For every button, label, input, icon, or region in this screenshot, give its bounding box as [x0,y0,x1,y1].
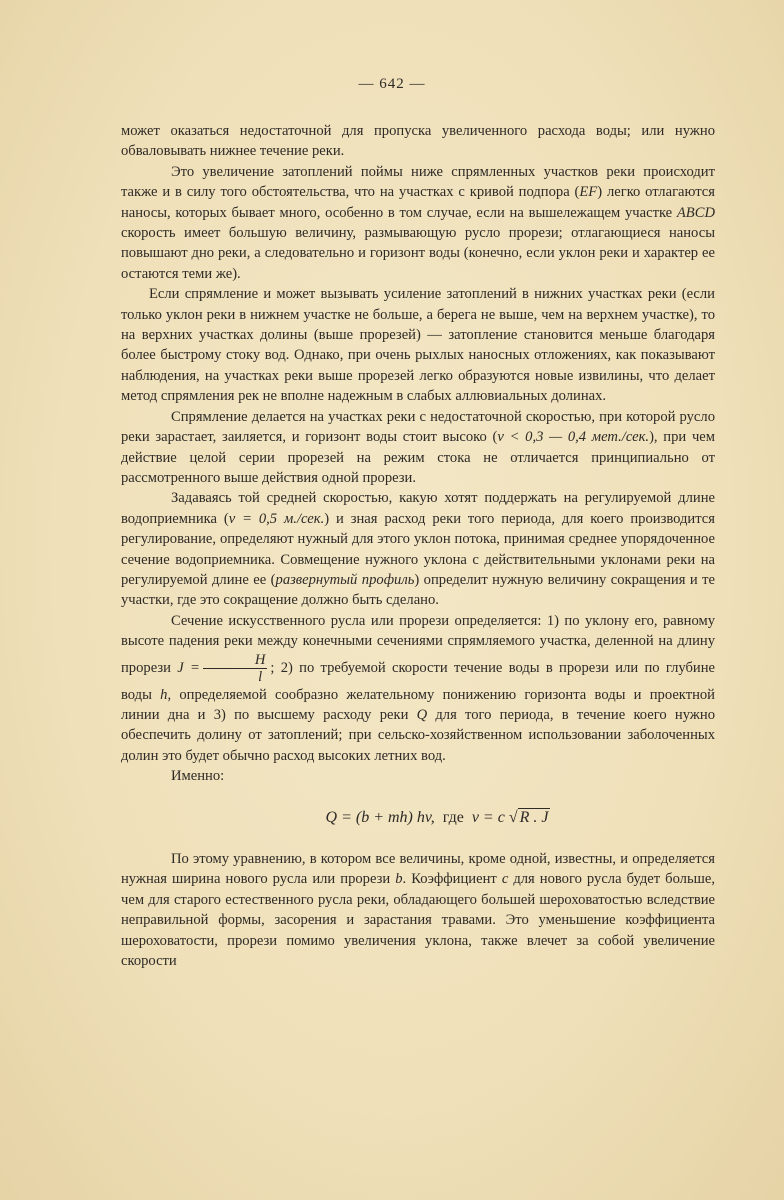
developed-profile-term: развернутый профиль [275,571,415,588]
page-body [121,121,715,971]
discharge-formula: Q = (b + mh) hv, где v = c √ R . J [325,808,549,826]
velocity-target: v = 0,5 м./сек. [228,510,325,527]
width-symbol: b [395,871,403,888]
paragraph-namely: Именно: [171,768,225,785]
variable-abcd: ABCD [676,204,715,221]
depth-symbol: h [160,686,168,703]
paragraph-equation-use: По этому уравнению, в котором все величины, кроме одной, известны, и определяется нужная ширина нового русла или прорези b. Коэффициент c для нового русла будет больше, чем для старого естественного русла реки, обладающего большей шероховатостью вследствие неправильной формы, засорения и зарастания травами. Это уменьшение коэффициента шероховатости, прорези помимо увеличения уклона, также влечет за собой увеличение скорости [121,851,715,970]
paragraph-continuation: может оказаться недостаточной для пропуска увеличенного расхода воды; или нужно обваловывать нижнее течение реки. [121,123,715,160]
velocity-range: v < 0,3 — 0,4 мет./сек. [497,429,650,446]
paragraph-cross-section: Сечение искусственного русла или прорези определяется: 1) по уклону его, равному высоте падения реки между конечными сечениями спрямляемого участка, деленной на длину прорези J = $\frac{H}{l}$ ; 2) по требуемой скорости течение воды в прорези или по глубине воды h, определяемой сообразно желательному понижению горизонта воды и проектной линии дна и 3) по высшему расходу реки Q для того периода, в течение коего нужно обеспечить долину от затоплений; при сельско-хозяйственном использовании заболоченных долин это будет обычно расход высоких летних вод. [121,612,715,764]
slope-symbol: J = [177,659,200,676]
coefficient-symbol: c [501,871,509,888]
sqrt-symbol: √ [508,808,518,826]
page-number: — 642 — [358,76,426,92]
paragraph-floodplain: Это увеличение затоплений поймы ниже спрямленных участков реки происходит также и в силу того обстоятельства, что на участках с кривой подпора (EF) легко отлагаются наносы, которых бывает много, особенно в том случае, если на вышележащем участке ABCD скорость имеет большую величину, размывающую русло прорези; отлагающиеся наносы повышают дно реки, а следовательно и горизонт воды (конечно, если уклон реки и характер ее остаются теми же). [121,163,715,282]
paragraph-straightening: Если спрямление и может вызывать усиление затоплений в нижних участках реки (если только уклон реки в нижнем участке не больше, а берега не выше, чем на верхнем участке), то на верхних участках долины (выше прорезей) — затопление становится меньше благодаря более быстрому стоку вод. Однако, при очень рыхлых наносных отложениях, как показывают наблюдения, на участках реки выше прорезей легко образуются новые извилины, что делает метод спрямления рек не вполне надежным в слабых аллювиальных долинах. [121,286,715,405]
slope-fraction: $\frac{H}{l}$ [203,652,268,685]
paragraph-target-velocity: Задаваясь той средней скоростью, какую хотят поддержать на регулируемой длине водоприемника (v = 0,5 м./сек.) и зная расход реки того периода, для коего производится регулирование, определяют нужный для этого уклон потока, принимая среднее упорядоченное сечение водоприемника. Совмещение нужного уклона с действительными уклонами реки на регулируемой длине ее (развернутый профиль) определит нужную величину сокращения и те участки, где это сокращение должно быть сделано. [121,490,715,609]
variable-ef: EF [579,184,598,201]
paragraph-low-velocity: Спрямление делается на участках реки с недостаточной скоростью, при которой русло реки зарастает, заиляется, и горизонт воды стоит высоко (v < 0,3 — 0,4 мет./сек.), при чем действие целой серии прорезей на режим стока не отличается принципиально от рассмотренного выше действия одной прорези. [121,408,715,486]
discharge-symbol: Q [416,706,428,723]
